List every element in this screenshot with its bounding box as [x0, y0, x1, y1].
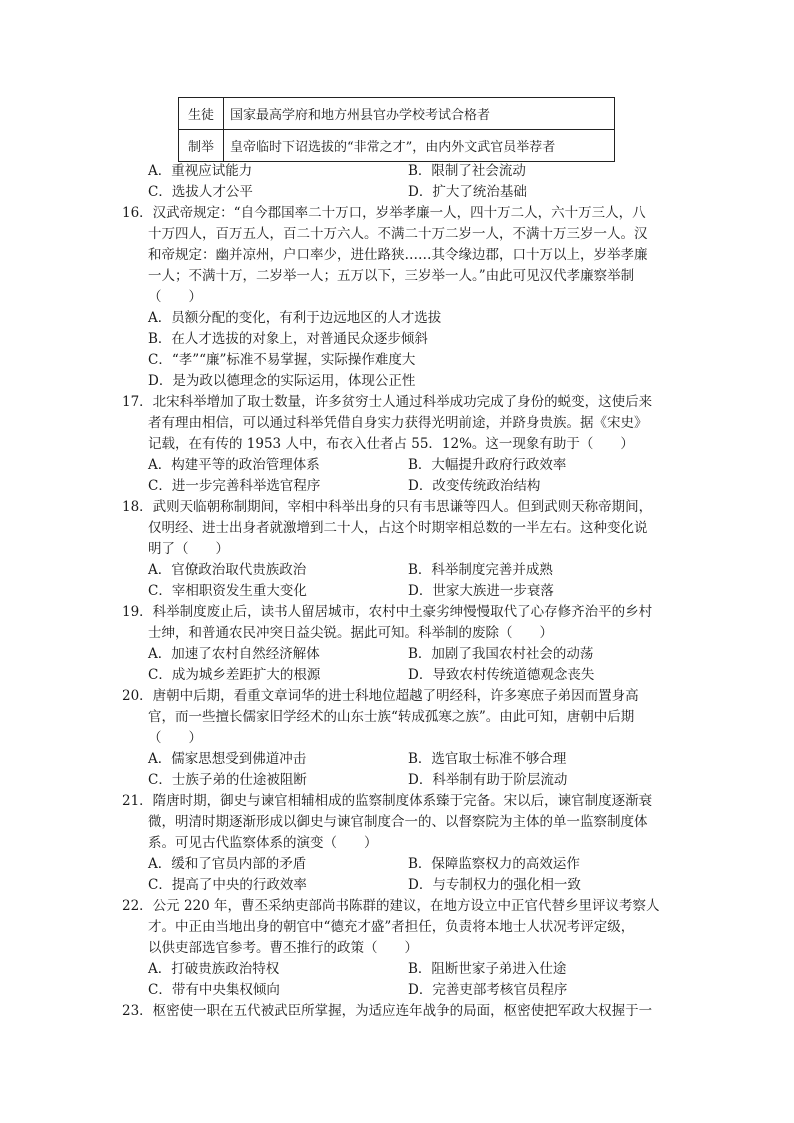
q19-stem-line: 19．科举制度废止后，读书人留居城市，农村中土豪劣绅慢慢取代了心存修齐治平的乡村 [122, 604, 653, 620]
q17-stem-line: 记载，在有传的 1953 人中，布衣入仕者占 55．12%。这一现象有助于（ ） [148, 436, 634, 452]
q22-option-d: D．完善吏部考核官员程序 [408, 982, 568, 998]
q22-option-b: B．阻断世家子弟进入仕途 [408, 961, 567, 977]
q19-option-b: B．加剧了我国农村社会的动荡 [408, 646, 594, 662]
table-value: 国家最高学府和地方州县官办学校考试合格者 [224, 98, 615, 130]
q18-stem-line: 明了（ ） [148, 541, 229, 557]
q21-option-c: C．提高了中央的行政效率 [148, 877, 307, 893]
q21-stem-line: 21．隋唐时期，御史与谏官相辅相成的监察制度体系臻于完备。宋以后，谏官制度逐渐衰 [122, 793, 653, 809]
table-value: 皇帝临时下诏选拔的“非常之才”，由内外文武官员举荐者 [224, 130, 615, 162]
q18-option-b: B．科举制度完善并成熟 [408, 562, 553, 578]
q15-option-a: A．重视应试能力 [148, 163, 253, 179]
q19-option-d: D．导致农村传统道德观念丧失 [408, 667, 595, 683]
q16-option-d: D．是为政以德理念的实际运用，体现公正性 [148, 373, 416, 389]
q17-stem-line: 者有理由相信，可以通过科举凭借自身实力获得光明前途，并跻身贵族。据《宋史》 [148, 415, 648, 431]
q21-stem-line: 系。可见古代监察体系的演变（ ） [148, 835, 378, 851]
q16-stem-line: 十万四人，百万五人，百二十万六人。不满二十万二岁一人，不满十万三岁一人。汉 [148, 226, 648, 242]
q23-stem-line: 23．枢密使一职在五代被武臣所掌握，为适应连年战争的局面，枢密使把军政大权握于一 [122, 1003, 653, 1019]
table-key: 生徒 [179, 98, 224, 130]
q16-stem-line: 和帝规定：幽并凉州，户口率少，进仕路狭……其令缘边郡，口十万以上，岁举孝廉 [148, 247, 648, 263]
q18-option-a: A．官僚政治取代贵族政治 [148, 562, 307, 578]
q16-option-b: B．在人才选拔的对象上，对普通民众逐步倾斜 [148, 331, 428, 347]
q21-stem-line: 微，明清时期逐渐形成以御史与谏官制度合一的、以督察院为主体的单一监察制度体 [148, 814, 648, 830]
q19-option-a: A．加速了农村自然经济解体 [148, 646, 320, 662]
q18-stem-line: 仅明经、进士出身者就激增到二十人，占这个时期宰相总数的一半左右。这种变化说 [148, 520, 648, 536]
q22-option-a: A．打破贵族政治特权 [148, 961, 280, 977]
q17-stem-line: 17．北宋科举增加了取士数量，许多贫穷士人通过科举成功完成了身份的蜕变，这使后来 [122, 394, 653, 410]
q17-option-a: A．构建平等的政治管理体系 [148, 457, 320, 473]
q20-option-b: B．选官取士标准不够合理 [408, 751, 567, 767]
q21-option-d: D．与专制权力的强化相一致 [408, 877, 581, 893]
table-key: 制举 [179, 130, 224, 162]
q17-option-d: D．改变传统政治结构 [408, 478, 541, 494]
q22-option-c: C．带有中央集权倾向 [148, 982, 280, 998]
q21-option-b: B．保障监察权力的高效运作 [408, 856, 580, 872]
q16-stem-line: 一人；不满十万，二岁举一人；五万以下，三岁举一人。”由此可见汉代孝廉察举制 [148, 268, 635, 284]
q20-stem-line: 官，而一些擅长儒家旧学经术的山东士族“转成孤寒之族”。由此可知，唐朝中后期 [148, 709, 635, 725]
q19-option-c: C．成为城乡差距扩大的根源 [148, 667, 321, 683]
q17-option-c: C．进一步完善科举选官程序 [148, 478, 321, 494]
q20-stem-line: 20．唐朝中后期，看重文章词华的进士科地位超越了明经科，许多寒庶子弟因而置身高 [122, 688, 639, 704]
q20-option-c: C．士族子弟的仕途被阻断 [148, 772, 307, 788]
selection-method-table [178, 97, 615, 162]
q16-stem-line: （ ） [148, 289, 202, 305]
q20-option-a: A．儒家思想受到佛道冲击 [148, 751, 307, 767]
q22-stem-line: 以供吏部选官参考。曹丕推行的政策（ ） [148, 940, 418, 956]
q22-stem-line: 22．公元 220 年，曹丕采纳吏部尚书陈群的建议，在地方设立中正官代替乡里评议考察人 [122, 898, 660, 914]
q17-option-b: B．大幅提升政府行政效率 [408, 457, 567, 473]
q21-option-a: A．缓和了官员内部的矛盾 [148, 856, 307, 872]
q18-option-d: D．世家大族进一步衰落 [408, 583, 554, 599]
q22-stem-line: 才。中正由当地出身的朝官中“德充才盛”者担任，负责将本地士人状况考评定级， [148, 919, 635, 935]
q20-stem-line: （ ） [148, 730, 202, 746]
q15-option-d: D．扩大了统治基础 [408, 184, 527, 200]
q15-option-b: B．限制了社会流动 [408, 163, 526, 179]
q18-stem-line: 18．武则天临朝称制期间，宰相中科举出身的只有韦思谦等四人。但到武则天称帝期间， [122, 499, 653, 515]
q16-option-c: C．“孝”“廉”标准不易掌握，实际操作难度大 [148, 352, 416, 368]
q16-option-a: A．员额分配的变化，有利于边远地区的人才选拔 [148, 310, 442, 326]
q19-stem-line: 士绅，和普通农民冲突日益尖锐。据此可知。科举制的废除（ ） [148, 625, 553, 641]
q15-option-c: C．选拔人才公平 [148, 184, 253, 200]
table-row [179, 130, 615, 162]
q20-option-d: D．科举制有助于阶层流动 [408, 772, 568, 788]
table-row [179, 98, 615, 130]
q18-option-c: C．宰相职资发生重大变化 [148, 583, 307, 599]
q16-stem-line: 16．汉武帝规定：“自今郡国率二十万口，岁举孝廉一人，四十万二人，六十万三人，八 [122, 205, 646, 221]
